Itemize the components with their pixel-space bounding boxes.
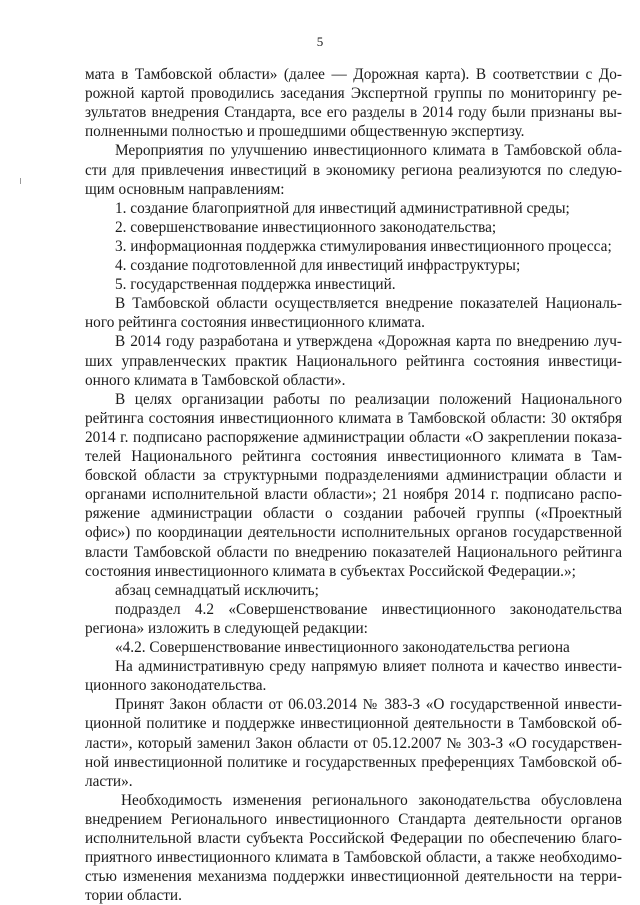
text-line: 3. информационная поддержка стимулирования инвестиционного процесса; — [115, 237, 612, 255]
text-line: состояния инвестиционного климата в субъектах Российской Федерации.»; — [85, 562, 576, 580]
text-line: сти для привлечения инвестиций в экономику региона реализуются по следую- — [85, 161, 622, 179]
text-line: приятного инвестиционного климата в Тамбовской области, а также необходимо- — [85, 849, 622, 867]
text-line: Необходимость изменения регионального законодательства обусловлена — [121, 791, 622, 809]
text-line: зультатов внедрения Стандарта, все его разделы в 2014 году были признаны вы- — [85, 104, 622, 122]
text-line: 1. создание благоприятной для инвестиций административной среды; — [115, 199, 570, 217]
text-line: ряжение администрации области о создании рабочей группы («Проектный — [85, 505, 622, 523]
text-line: Мероприятия по улучшению инвестиционного климата в Тамбовской обла- — [115, 142, 622, 160]
text-line: абзац семнадцатый исключить; — [115, 581, 319, 599]
text-line: органами исполнительной власти области»; 21 ноября 2014 г. подписано распо- — [85, 486, 622, 504]
text-line: На административную среду напрямую влияет полнота и качество инвести- — [115, 658, 622, 676]
text-line: бовской области за структурными подразделениями администрации области и — [85, 467, 622, 485]
text-line: ласти». — [85, 772, 133, 790]
text-line: 2014 г. подписано распоряжение администрации области «О закреплении показа- — [85, 428, 622, 446]
text-line: региона» изложить в следующей редакции: — [85, 619, 368, 637]
text-line: 2. совершенствование инвестиционного законодательства; — [115, 218, 497, 236]
text-line: ного рейтинга состояния инвестиционного климата. — [85, 314, 425, 332]
text-line: ших управленческих практик Национального рейтинга состояния инвестици- — [85, 352, 622, 370]
text-line: щим основным направлениям: — [85, 180, 285, 198]
text-line: офис») по координации деятельности исполнительных органов государственной — [85, 524, 622, 542]
text-line: рожной картой проводились заседания Экспертной группы по мониторингу ре- — [85, 85, 622, 103]
text-line: телей Национального рейтинга состояния инвестиционного климата в Там- — [85, 448, 622, 465]
text-line: полненными полностью и прошедшими общественную экспертизу. — [85, 123, 525, 141]
text-line: ной инвестиционной политике и государственных преференциях Тамбовской об- — [85, 753, 622, 771]
text-line: Принят Закон области от 06.03.2014 № 383-З «О государственной инвести- — [115, 696, 622, 714]
text-line: В 2014 году разработана и утверждена «Дорожная карта по внедрению луч- — [115, 333, 622, 351]
text-line: тории области. — [85, 887, 182, 905]
text-line: онного климата в Тамбовской области». — [85, 371, 346, 389]
text-line: мата в Тамбовской области» (далее — Дорожная карта). В соответствии с До- — [85, 66, 622, 83]
text-line: 5. государственная поддержка инвестиций. — [115, 276, 396, 294]
text-line: ласти», который заменил Закон области от 05.12.2007 № 303-З «О государствен- — [85, 734, 622, 752]
text-line: подраздел 4.2 «Совершенствование инвестиционного законодательства — [115, 600, 622, 618]
text-line: власти Тамбовской области по внедрению показателей Национального рейтинга — [85, 543, 622, 561]
text-line: рейтинга состояния инвестиционного климата в Тамбовской области: 30 октября — [85, 409, 622, 427]
page-number: 5 — [316, 34, 324, 49]
text-line: В Тамбовской области осуществляется внедрение показателей Националь- — [115, 295, 622, 313]
text-line: стью изменения механизма поддержки инвестиционной деятельности на терри- — [85, 868, 622, 886]
margin-mark — [20, 178, 21, 184]
text-line: ционной политике и поддержке инвестиционной деятельности в Тамбовской об- — [85, 715, 622, 733]
text-line: исполнительной власти субъекта Российской Федерации по обеспечению благо- — [85, 830, 622, 847]
text-line: 4. создание подготовленной для инвестиций инфраструктуры; — [115, 257, 521, 274]
text-line: внедрением Регионального инвестиционного Стандарта деятельности органов — [85, 810, 622, 828]
text-line: В целях организации работы по реализации положений Национального — [115, 390, 622, 408]
text-line: ционного законодательства. — [85, 677, 267, 695]
text-line: «4.2. Совершенствование инвестиционного законодательства региона — [115, 639, 570, 656]
